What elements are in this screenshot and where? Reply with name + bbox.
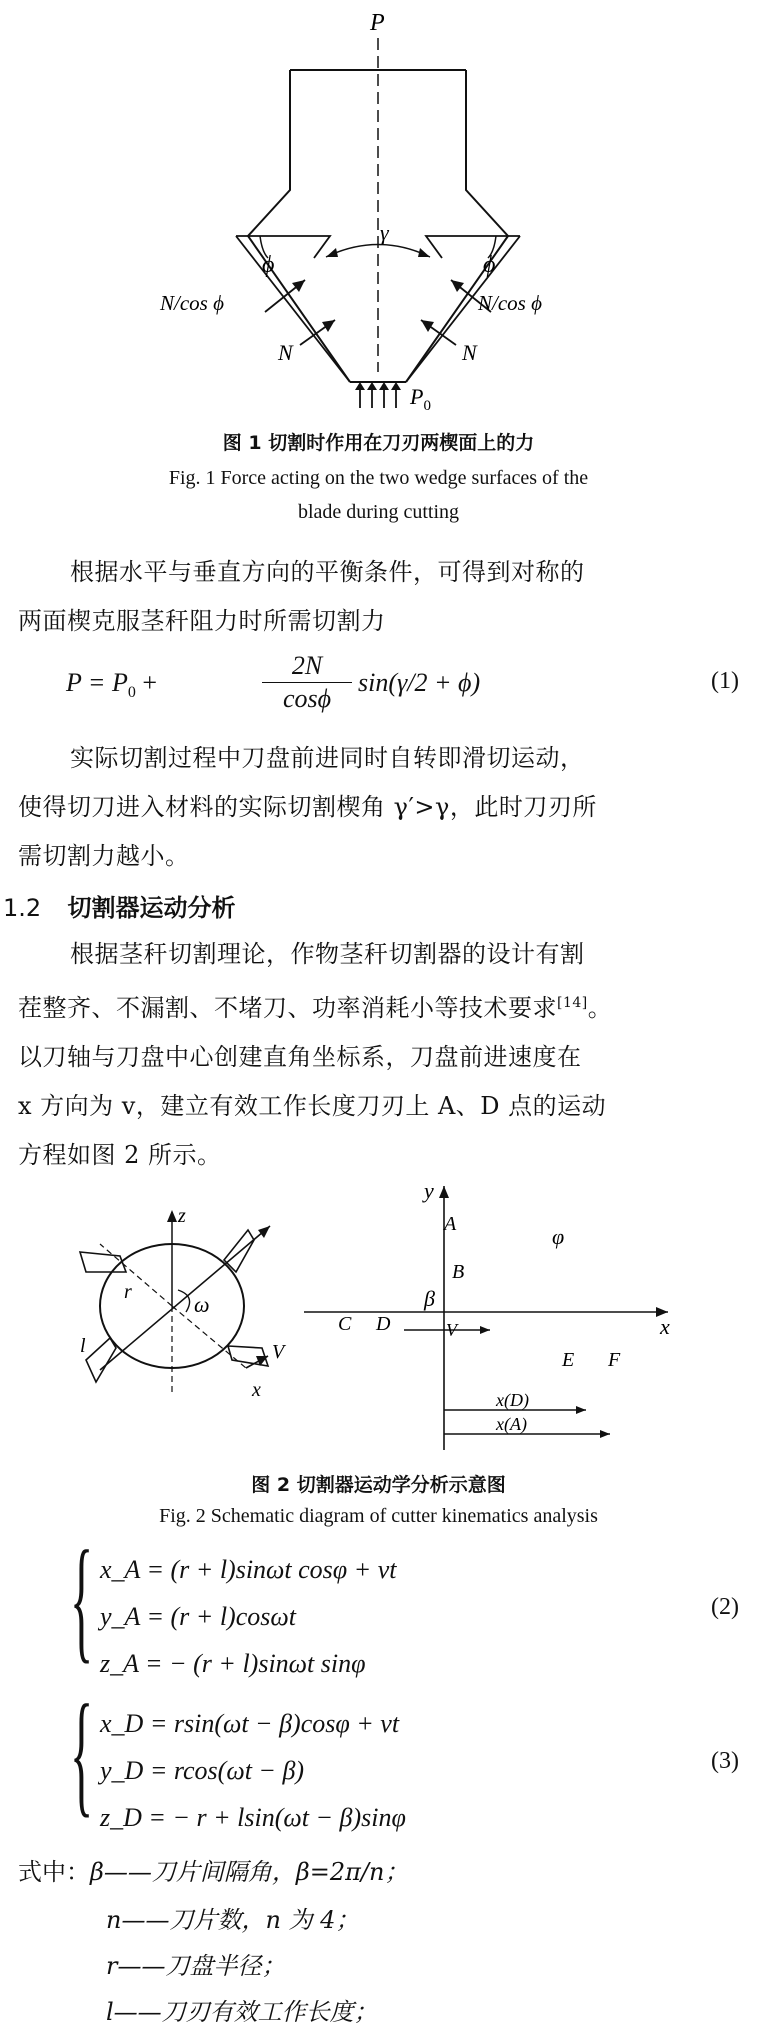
label-V: V <box>446 1320 457 1340</box>
legend-line-n: n——刀片数，n 为 4； <box>106 1906 360 1934</box>
eq3-row: x_D = rsin(ωt − β)cosφ + vt <box>100 1709 400 1738</box>
paragraph-line: 使得切刀进入材料的实际切割楔角 γ′>γ，此时刀刃所 <box>18 793 597 821</box>
figure-1-caption-zh: 图 1 切割时作用在刀刃两楔面上的力 <box>222 432 535 454</box>
figure-1-caption-en-1: Fig. 1 Force acting on the two wedge surfaces of the <box>168 467 589 489</box>
eq1-number: (1) <box>711 668 739 694</box>
blade-body <box>248 70 350 382</box>
eq3-number: (3) <box>711 1748 739 1774</box>
label-n-left: N <box>278 340 293 365</box>
paragraph-kinematics <box>18 930 743 1180</box>
blade-body-right <box>406 70 508 382</box>
paragraph-line: 茬整齐、不漏割、不堵刀、功率消耗小等技术要求[14]。 <box>18 994 613 1022</box>
eq2-row: x_A = (r + l)sinωt cosφ + vt <box>100 1555 397 1584</box>
label-l: l <box>80 1335 86 1357</box>
label-beta: β <box>424 1286 435 1311</box>
left-wedge-base <box>236 236 350 382</box>
label-v-left: V <box>272 1341 285 1363</box>
blade-top-right <box>224 1230 254 1272</box>
legend-line-r: r——刀盘半径； <box>106 1952 286 1980</box>
figure-1-caption-en-2: blade during cutting <box>297 501 460 523</box>
section-number: 1.2 <box>3 894 42 922</box>
eq2-brace: { <box>70 1522 94 1675</box>
paragraph-line: 实际切割过程中刀盘前进同时自转即滑切运动， <box>70 744 585 772</box>
label-phi-right: ϕ <box>483 252 496 278</box>
equation-3 <box>100 1700 406 1841</box>
blade-top-left <box>80 1252 126 1272</box>
label-E: E <box>562 1349 575 1371</box>
figure-1-diagram <box>0 0 757 420</box>
eq3-brace: { <box>70 1676 94 1829</box>
label-z: z <box>178 1205 186 1227</box>
label-F: F <box>608 1349 621 1371</box>
paragraph-line: 需切割力越小。 <box>18 842 190 870</box>
p0-arrows <box>355 382 401 408</box>
eq1-plus: + <box>135 668 158 697</box>
label-gamma: γ <box>380 220 389 245</box>
paragraph-balance <box>18 548 743 646</box>
label-phi: φ <box>552 1224 565 1249</box>
eq3-row: z_D = − r + lsin(ωt − β)sinφ <box>100 1803 406 1832</box>
section-title: 切割器运动分析 <box>67 894 236 922</box>
figure-2-caption-zh: 图 2 切割器运动学分析示意图 <box>251 1474 506 1496</box>
eq2-row: z_A = − (r + l)sinωt sinφ <box>100 1649 366 1678</box>
eq1-fraction <box>262 650 352 715</box>
eq2-row: y_A = (r + l)cosωt <box>100 1602 296 1631</box>
label-x: x <box>660 1314 670 1339</box>
label-ncos-right: N/cos ϕ <box>478 291 542 315</box>
label-y: y <box>424 1178 434 1203</box>
paragraph-line: 根据茎秆切割理论，作物茎秆切割器的设计有割 <box>70 940 585 968</box>
label-xA: x(A) <box>496 1414 527 1434</box>
eq1-lhs: P = P <box>66 668 128 697</box>
eq1-tail: sin(γ/2 + ϕ) <box>358 668 481 697</box>
paragraph-line: 方程如图 2 所示。 <box>18 1141 222 1169</box>
label-xD: x(D) <box>496 1390 529 1410</box>
label-p0: $P_0$ <box>410 384 431 414</box>
legend-line-beta: 式中：β——刀片间隔角，β=2π/n； <box>18 1858 409 1886</box>
legend-line-l: l——刀刃有效工作长度； <box>106 1998 378 2026</box>
section-heading <box>3 888 236 923</box>
paragraph-line: 以刀轴与刀盘中心创建直角坐标系，刀盘前进速度在 <box>18 1043 582 1071</box>
label-p: P <box>370 10 385 36</box>
paragraph-line: 两面楔克服茎秆阻力时所需切割力 <box>18 607 386 635</box>
eq1-lhs-sub: 0 <box>127 684 136 702</box>
figure-2-diagram <box>0 1160 757 1460</box>
eq1-denominator: cosϕ <box>282 684 332 713</box>
omega-arc <box>178 1290 190 1312</box>
paragraph-line: x 方向为 v，建立有效工作长度刀刃上 A、D 点的运动 <box>18 1092 607 1120</box>
label-x-left: x <box>252 1379 261 1401</box>
label-ncos-left: N/cos ϕ <box>160 291 224 315</box>
label-D: D <box>376 1313 391 1335</box>
x-axis-back <box>100 1244 172 1306</box>
citation[interactable]: [14] <box>557 995 588 1011</box>
eq2-number: (2) <box>711 1594 739 1620</box>
eq1-numerator: 2N <box>291 651 323 680</box>
figure-2-caption-en: Fig. 2 Schematic diagram of cutter kinematics analysis <box>159 1505 598 1527</box>
label-B: B <box>452 1261 465 1283</box>
label-A: A <box>444 1213 457 1235</box>
label-n-right: N <box>462 340 477 365</box>
paragraph-line: 根据水平与垂直方向的平衡条件，可得到对称的 <box>70 558 585 586</box>
equation-2 <box>100 1546 396 1687</box>
label-phi-left: ϕ <box>262 252 275 278</box>
eq3-row: y_D = rcos(ωt − β) <box>100 1756 305 1785</box>
label-C: C <box>338 1313 352 1335</box>
paragraph-sliding-cut <box>18 734 743 881</box>
label-omega: ω <box>194 1292 210 1317</box>
label-r: r <box>124 1281 132 1303</box>
